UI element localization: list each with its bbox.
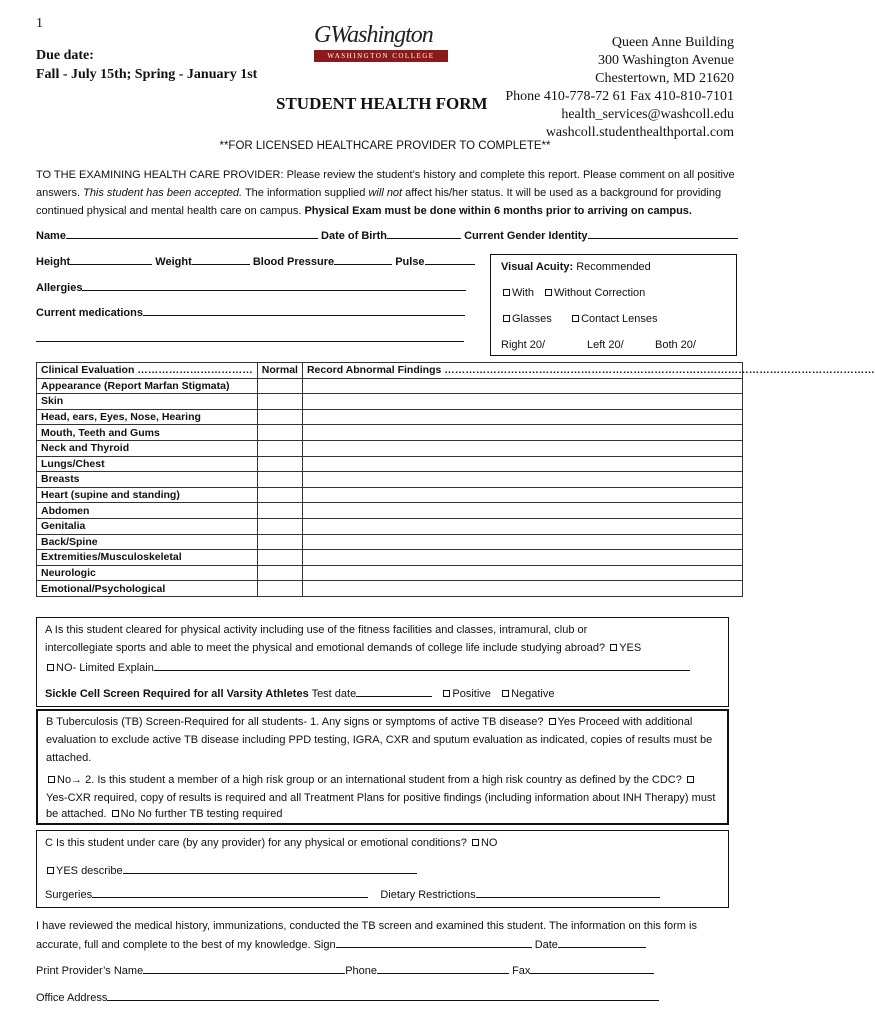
tb-yes-proceed-label: Yes Proceed with additional [557, 716, 693, 728]
medications-row [36, 305, 465, 319]
surgeries-label: Surgeries [45, 889, 93, 901]
normal-cell[interactable] [257, 456, 302, 472]
attest-date-field[interactable] [558, 937, 646, 948]
abnormal-findings-cell[interactable] [302, 503, 742, 519]
clinical-item-label: Genitalia [37, 518, 258, 534]
glasses-checkbox[interactable] [503, 315, 510, 322]
weight-field[interactable] [192, 254, 250, 265]
section-b-line1 [46, 716, 692, 728]
section-b-line2: evaluation to exclude active TB disease including PPD testing, IGRA, CXR and sputum evaluation as indicated, copies of results must be [46, 734, 713, 746]
positive-checkbox[interactable] [443, 690, 450, 697]
medications-field[interactable] [143, 305, 465, 316]
provider-fax-field[interactable] [530, 963, 654, 974]
height-label: Height [36, 256, 71, 268]
clinical-item-label: Skin [37, 394, 258, 410]
office-address-field[interactable] [107, 990, 659, 1001]
header-normal: Normal [257, 363, 302, 379]
tb-high-risk-checkbox[interactable] [687, 776, 694, 783]
section-a-question: intercollegiate sports and able to meet the physical and emotional demands of college life include studying abroad? [45, 642, 606, 654]
attest-line2 [36, 937, 646, 951]
address-email: health_services@washcoll.edu [561, 107, 734, 122]
bp-label: Blood Pressure [252, 256, 335, 268]
section-a-no-checkbox[interactable] [47, 664, 54, 671]
table-row [37, 518, 743, 534]
college-logo [314, 22, 448, 68]
abnormal-findings-cell[interactable] [302, 440, 742, 456]
height-field[interactable] [70, 254, 152, 265]
subheading: **FOR LICENSED HEALTHCARE PROVIDER TO COMPLETE** [219, 140, 551, 152]
sickle-cell-row [45, 686, 555, 700]
table-row [37, 440, 743, 456]
table-row [37, 565, 743, 581]
table-row [37, 456, 743, 472]
gender-label: Current Gender Identity [464, 230, 588, 242]
abnormal-findings-cell[interactable] [302, 565, 742, 581]
both-eyes: Both 20/ [655, 339, 696, 351]
header-abnormal-findings: Record Abnormal Findings …………………………………………………………………………………………………………… [302, 363, 742, 379]
table-row [37, 425, 743, 441]
section-a-explain-field[interactable] [154, 660, 690, 671]
signature-field[interactable] [336, 937, 532, 948]
clinical-evaluation-table [36, 362, 875, 597]
section-c-yes-checkbox[interactable] [47, 867, 54, 874]
abnormal-findings-cell[interactable] [302, 487, 742, 503]
clinical-item-label: Head, ears, Eyes, Nose, Hearing [37, 409, 258, 425]
negative-checkbox[interactable] [502, 690, 509, 697]
tb-yes-proceed-checkbox[interactable] [549, 718, 556, 725]
attest-date-label: Date [534, 939, 558, 951]
test-date-label: Test date [311, 688, 357, 700]
section-a-line3 [45, 660, 690, 674]
allergies-field[interactable] [82, 280, 466, 291]
section-a-yes-label: YES [619, 642, 642, 654]
provider-row [36, 963, 654, 977]
abnormal-findings-cell[interactable] [302, 534, 742, 550]
table-header-row [37, 363, 743, 379]
section-b-box [36, 709, 729, 825]
normal-cell[interactable] [257, 425, 302, 441]
tb-no-checkbox[interactable] [48, 776, 55, 783]
provider-phone-label: Phone [345, 965, 377, 977]
section-c-line1 [45, 837, 497, 849]
section-c-line3 [45, 887, 660, 901]
intro-text-1: TO THE EXAMINING HEALTH CARE PROVIDER: Please review the student’s history and complete this report. Please comment on all positive answers. [36, 169, 735, 199]
intro-exam-deadline: Physical Exam must be done within 6 months prior to arriving on campus. [304, 205, 692, 217]
clinical-item-label: Abdomen [37, 503, 258, 519]
normal-cell[interactable] [257, 565, 302, 581]
table-row [37, 394, 743, 410]
intro-text-3: affect his/her status. It will be used as a background for providing continued physical and mental health care on campus. [36, 187, 722, 217]
clinical-item-label: Mouth, Teeth and Gums [37, 425, 258, 441]
medications-row-2 [36, 331, 464, 345]
section-b-attached: be attached. [46, 808, 107, 820]
clinical-item-label: Breasts [37, 472, 258, 488]
intro-paragraph [36, 166, 736, 220]
provider-name-field[interactable] [143, 963, 345, 974]
section-c-line2 [45, 863, 417, 877]
section-b-question2: No→ 2. Is this student a member of a high risk group or an international student from a high risk country as defined by the CDC? [57, 774, 682, 786]
dietary-label: Dietary Restrictions [380, 889, 476, 901]
logo-bar: WASHINGTON COLLEGE [314, 50, 448, 62]
section-a-no-label: NO- Limited Explain [56, 662, 154, 674]
pulse-field[interactable] [425, 254, 475, 265]
without-correction-label: Without Correction [554, 287, 646, 299]
without-correction-checkbox[interactable] [545, 289, 552, 296]
provider-phone-field[interactable] [377, 963, 509, 974]
due-date-label: Due date: [36, 48, 94, 63]
table-row [37, 378, 743, 394]
abnormal-findings-cell[interactable] [302, 378, 742, 394]
tb-no-further-label: No No further TB testing required [120, 808, 283, 820]
section-a-yes-checkbox[interactable] [610, 644, 617, 651]
clinical-item-label: Lungs/Chest [37, 456, 258, 472]
abnormal-findings-cell[interactable] [302, 394, 742, 410]
abnormal-findings-cell[interactable] [302, 456, 742, 472]
section-c-box [36, 830, 729, 908]
section-b-line6 [46, 808, 282, 820]
table-row [37, 550, 743, 566]
section-c-yes-label: YES describe [56, 865, 123, 877]
table-row [37, 409, 743, 425]
abnormal-findings-cell[interactable] [302, 581, 742, 597]
clinical-item-label: Heart (supine and standing) [37, 487, 258, 503]
section-b-line5: Yes-CXR required, copy of results is required and all Treatment Plans for positive findings (including information about INH Therapy) must [46, 792, 716, 804]
allergies-label: Allergies [36, 282, 83, 294]
right-eye: Right 20/ [501, 339, 546, 351]
clinical-item-label: Extremities/Musculoskeletal [37, 550, 258, 566]
sickle-cell-label: Sickle Cell Screen Required for all Varsity Athletes [45, 688, 309, 700]
normal-cell[interactable] [257, 581, 302, 597]
normal-cell[interactable] [257, 518, 302, 534]
pulse-label: Pulse [395, 256, 425, 268]
medications-label: Current medications [36, 307, 143, 319]
provider-fax-label: Fax [512, 965, 531, 977]
clinical-item-label: Emotional/Psychological [37, 581, 258, 597]
intro-accepted: This student has been accepted. [83, 187, 243, 199]
dob-field[interactable] [387, 228, 461, 239]
section-a-line1: A Is this student cleared for physical activity including use of the fitness facilities and classes, intramural, club or [45, 624, 588, 636]
office-row [36, 990, 659, 1004]
normal-cell[interactable] [257, 550, 302, 566]
due-date [36, 46, 257, 84]
with-correction-checkbox[interactable] [503, 289, 510, 296]
form-title: STUDENT HEALTH FORM [276, 94, 488, 113]
section-a-line2 [45, 642, 641, 654]
address-portal: washcoll.studenthealthportal.com [545, 125, 734, 140]
address-building: Queen Anne Building [611, 35, 734, 50]
section-c-describe-field[interactable] [123, 863, 417, 874]
visual-acuity-heading [501, 261, 651, 273]
intro-text-2: The information supplied [244, 187, 366, 199]
table-row [37, 581, 743, 597]
test-date-field[interactable] [356, 686, 432, 697]
with-correction-label: With [512, 287, 534, 299]
normal-cell[interactable] [257, 409, 302, 425]
bp-field[interactable] [334, 254, 392, 265]
name-field[interactable] [66, 228, 318, 239]
normal-cell[interactable] [257, 394, 302, 410]
normal-cell[interactable] [257, 440, 302, 456]
address-street: 300 Washington Avenue [597, 53, 734, 68]
normal-cell[interactable] [257, 534, 302, 550]
table-row [37, 534, 743, 550]
visual-acuity-label: Visual Acuity: [501, 261, 574, 273]
normal-cell[interactable] [257, 472, 302, 488]
section-b-question1: B Tuberculosis (TB) Screen-Required for all students- 1. Any signs or symptoms of active TB disease? [46, 716, 544, 728]
name-row [36, 228, 738, 242]
section-b-line4 [46, 774, 696, 786]
contact-lenses-checkbox[interactable] [572, 315, 579, 322]
dob-label: Date of Birth [321, 230, 388, 242]
gender-field[interactable] [588, 228, 738, 239]
normal-cell[interactable] [257, 378, 302, 394]
table-row [37, 472, 743, 488]
abnormal-findings-cell[interactable] [302, 472, 742, 488]
address-phone: Phone 410-778-72 61 Fax 410-810-7101 [505, 89, 734, 104]
abnormal-findings-cell[interactable] [302, 409, 742, 425]
allergies-row [36, 280, 466, 294]
dietary-field[interactable] [476, 887, 660, 898]
table-row [37, 503, 743, 519]
vitals-row [36, 254, 475, 268]
positive-label: Positive [452, 688, 491, 700]
table-row [37, 487, 743, 503]
section-c-no-checkbox[interactable] [472, 839, 479, 846]
clinical-item-label: Appearance (Report Marfan Stigmata) [37, 378, 258, 394]
page-number: 1 [36, 16, 43, 31]
name-label: Name [36, 230, 66, 242]
section-c-no-label: NO [480, 837, 498, 849]
header-clinical-evaluation: Clinical Evaluation …………………………… [37, 363, 258, 379]
tb-no-further-checkbox[interactable] [112, 810, 119, 817]
weight-label: Weight [155, 256, 192, 268]
abnormal-findings-cell[interactable] [302, 425, 742, 441]
provider-name-label: Print Provider’s Name [36, 965, 144, 977]
visual-acuity-recommended: Recommended [576, 261, 651, 273]
office-address-label: Office Address [36, 992, 108, 1004]
logo-signature: GWashington [314, 22, 433, 48]
section-a-box [36, 617, 729, 707]
attest-sign-label: accurate, full and complete to the best of my knowledge. Sign [36, 939, 336, 951]
clinical-item-label: Back/Spine [37, 534, 258, 550]
normal-cell[interactable] [257, 503, 302, 519]
address-city: Chestertown, MD 21620 [595, 71, 734, 86]
visual-acuity-box [490, 254, 737, 356]
left-eye: Left 20/ [587, 339, 624, 351]
lens-row [501, 313, 658, 325]
due-date-values: Fall - July 15th; Spring - January 1st [36, 67, 258, 82]
abnormal-findings-cell[interactable] [302, 518, 742, 534]
contact-lenses-label: Contact Lenses [581, 313, 658, 325]
section-b-line3: attached. [46, 752, 92, 764]
correction-row [501, 287, 645, 299]
attest-line1: I have reviewed the medical history, immunizations, conducted the TB screen and examined this student. The information on this form is [36, 920, 697, 932]
negative-label: Negative [511, 688, 555, 700]
glasses-label: Glasses [512, 313, 552, 325]
intro-will-not: will not [368, 187, 403, 199]
abnormal-findings-cell[interactable] [302, 550, 742, 566]
medications-field-2[interactable] [36, 331, 464, 342]
normal-cell[interactable] [257, 487, 302, 503]
clinical-item-label: Neurologic [37, 565, 258, 581]
address-block [505, 34, 734, 142]
clinical-item-label: Neck and Thyroid [37, 440, 258, 456]
section-c-question: C Is this student under care (by any provider) for any physical or emotional conditions? [45, 837, 467, 849]
surgeries-field[interactable] [92, 887, 368, 898]
